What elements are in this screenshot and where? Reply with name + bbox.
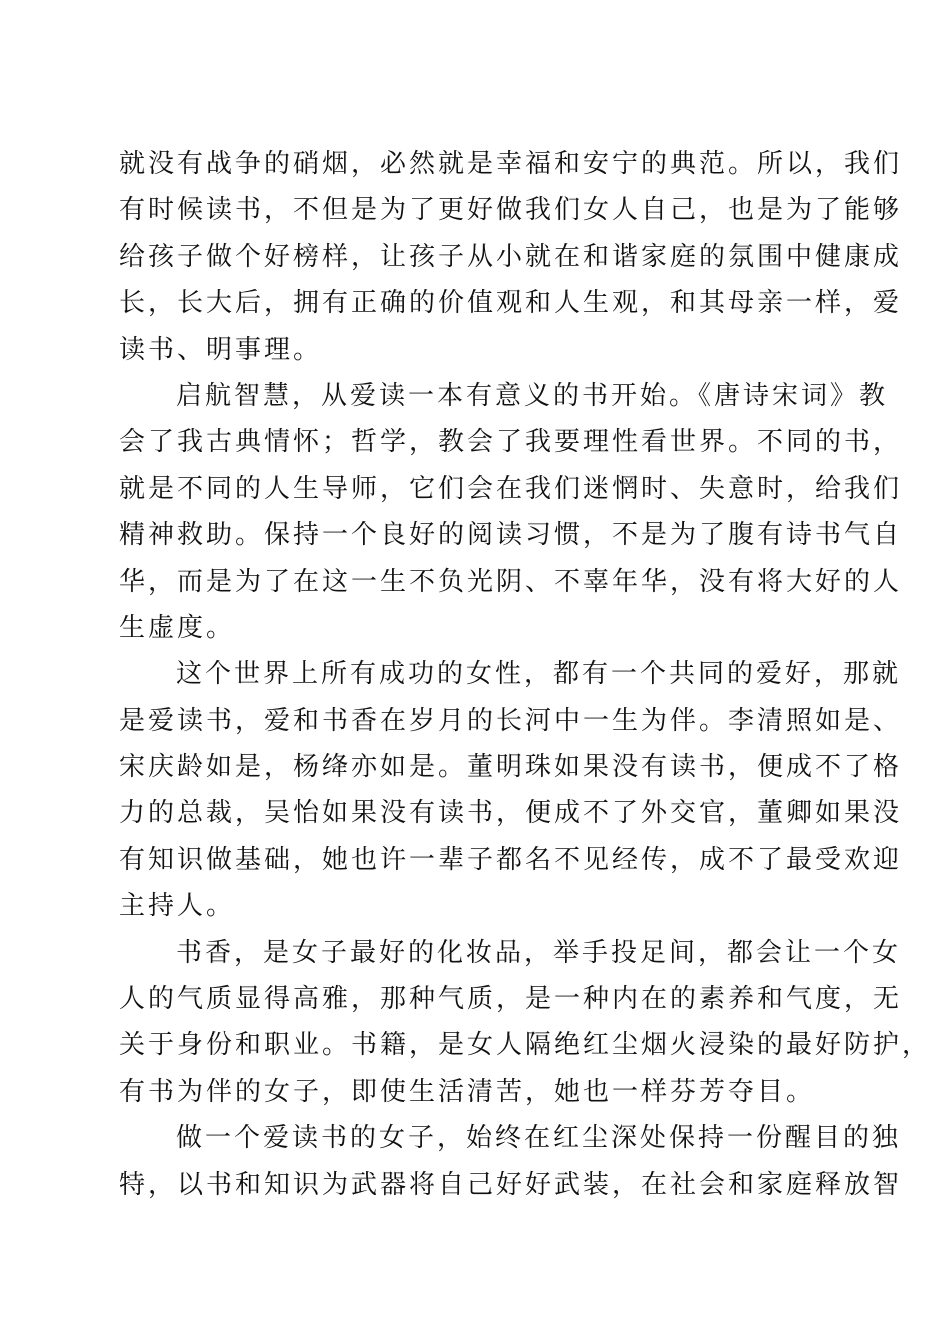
text-line: 华，而是为了在这一生不负光阴、不辜年华，没有将大好的人 (119, 566, 903, 597)
paragraph-first-line: 这个世界上所有成功的女性，都有一个共同的爱好，那就 (176, 659, 902, 690)
text-line: 给孩子做个好榜样，让孩子从小就在和谐家庭的氛围中健康成 (119, 241, 903, 272)
text-line: 是爱读书，爱和书香在岁月的长河中一生为伴。李清照如是、 (119, 705, 903, 736)
text-line: 主持人。 (119, 891, 236, 922)
text-line: 关于身份和职业。书籍，是女人隔绝红尘烟火浸染的最好防护， (119, 1030, 932, 1061)
text-line: 有知识做基础，她也许一辈子都名不见经传，成不了最受欢迎 (119, 844, 903, 875)
text-line: 生虚度。 (119, 612, 236, 643)
paragraph-first-line: 书香，是女子最好的化妆品，举手投足间，都会让一个女 (176, 937, 902, 968)
text-line: 人的气质显得高雅，那种气质，是一种内在的素养和气度，无 (119, 984, 903, 1015)
text-line: 读书、明事理。 (119, 334, 323, 365)
text-line: 有书为伴的女子，即使生活清苦，她也一样芬芳夺目。 (119, 1076, 816, 1107)
text-line: 宋庆龄如是，杨绛亦如是。董明珠如果没有读书，便成不了格 (119, 752, 903, 783)
text-line: 就没有战争的硝烟，必然就是幸福和安宁的典范。所以，我们 (119, 149, 903, 179)
text-line: 有时候读书，不但是为了更好做我们女人自己，也是为了能够 (119, 195, 903, 226)
paragraph-first-line: 做一个爱读书的女子，始终在红尘深处保持一份醒目的独 (176, 1123, 902, 1154)
paragraph-first-line: 启航智慧，从爱读一本有意义的书开始。《唐诗宋词》教 (176, 380, 889, 411)
text-line: 精神救助。保持一个良好的阅读习惯，不是为了腹有诗书气自 (119, 520, 903, 551)
text-line: 力的总裁，吴怡如果没有读书，便成不了外交官，董卿如果没 (119, 798, 903, 829)
text-line: 长，长大后，拥有正确的价值观和人生观，和其母亲一样，爱 (119, 288, 903, 319)
body-text (119, 141, 932, 1208)
text-line: 就是不同的人生导师，它们会在我们迷惘时、失意时，给我们 (119, 473, 903, 504)
text-line: 特，以书和知识为武器将自己好好武装，在社会和家庭释放智 (119, 1169, 903, 1200)
text-line: 会了我古典情怀；哲学，教会了我要理性看世界。不同的书， (119, 427, 903, 458)
